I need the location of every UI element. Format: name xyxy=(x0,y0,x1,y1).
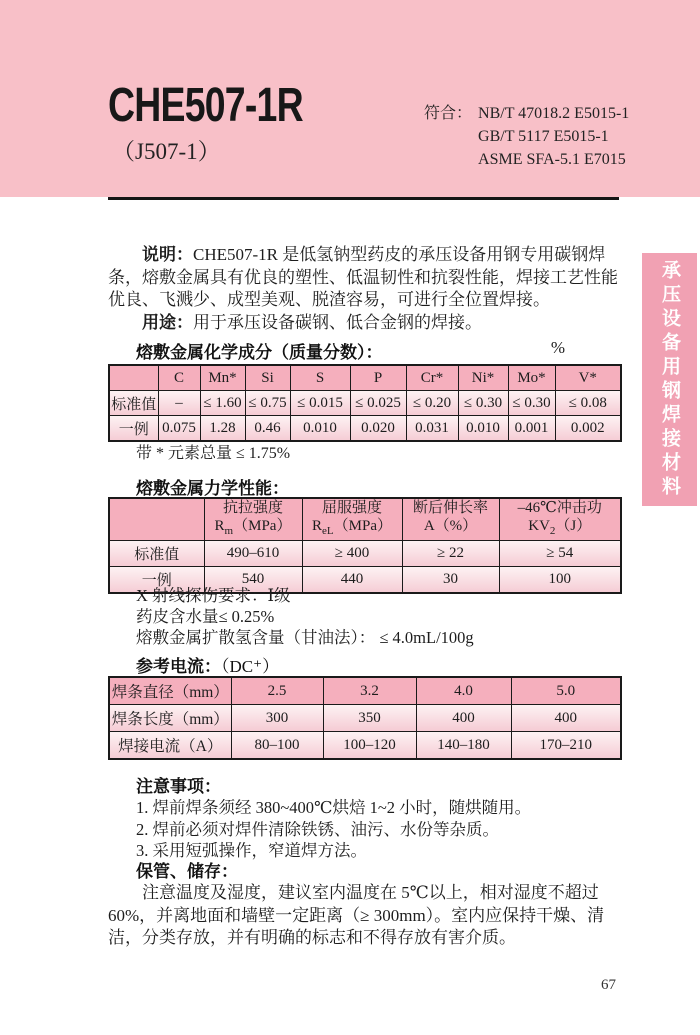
table-row xyxy=(109,391,621,416)
mechanical-col-header: 抗拉强度 $R_m(MPa)$ xyxy=(204,498,302,541)
cell: ≤ 0.30 xyxy=(508,391,555,416)
cell: 1.28 xyxy=(200,416,245,442)
current-section-title xyxy=(108,652,648,677)
cell: 0.031 xyxy=(406,416,458,442)
row-label: 标准值 xyxy=(109,391,158,416)
cell: ≤ 0.20 xyxy=(406,391,458,416)
cell: ≤ 0.30 xyxy=(458,391,508,416)
cell: ≤ 0.025 xyxy=(350,391,406,416)
chemical-section-title-row xyxy=(108,338,620,363)
mechanical-col-header: 屈服强度 $R_{eL}(MPa)$ xyxy=(302,498,402,541)
cell: 80–100 xyxy=(231,732,323,760)
cell: ≤ 1.60 xyxy=(200,391,245,416)
cell: 4.0 xyxy=(416,677,511,705)
mechanical-table xyxy=(108,497,622,594)
compliance-standard: ASME SFA-5.1 E7015 xyxy=(478,151,626,168)
chemical-note: 带 * 元素总量 ≤ 1.75% xyxy=(136,445,291,462)
chemical-col-header: S xyxy=(290,365,350,391)
requirements-block xyxy=(108,585,620,648)
row-label: 一例 xyxy=(109,567,204,594)
page-title: CHE507-1R xyxy=(108,79,303,132)
chemical-col-header: Si xyxy=(245,365,290,391)
cell: ≤ 0.75 xyxy=(245,391,290,416)
chemical-col-header: Cr* xyxy=(406,365,458,391)
cell: 2.5 xyxy=(231,677,323,705)
cell: ≤ 0.015 xyxy=(290,391,350,416)
header-band xyxy=(0,0,700,197)
note-item: 3. 采用短弧操作，窄道焊方法。 xyxy=(136,841,367,860)
notes-title: 注意事项： xyxy=(136,777,221,796)
chemical-unit: % xyxy=(550,338,565,357)
note-item: 1. 焊前焊条须经 380~400℃烘焙 1~2 小时，随烘随用。 xyxy=(136,798,532,817)
cell: 400 xyxy=(511,705,621,732)
chemical-col-header: C xyxy=(158,365,200,391)
row-label: 一例 xyxy=(109,416,158,442)
cell: 0.075 xyxy=(158,416,200,442)
table-row xyxy=(109,416,621,442)
current-title-text: 参考电流： xyxy=(136,657,221,676)
cell: 140–180 xyxy=(416,732,511,760)
compliance-standards xyxy=(478,102,629,171)
chemical-table-wrap xyxy=(108,364,620,442)
cell: 5.0 xyxy=(511,677,621,705)
cell: 0.010 xyxy=(458,416,508,442)
usage-label: 用途： xyxy=(142,312,193,332)
mechanical-header-row xyxy=(109,498,621,541)
description-label: 说明： xyxy=(142,245,193,264)
cell: 0.46 xyxy=(245,416,290,442)
cell: ≥ 54 xyxy=(499,541,621,567)
cell: 0.001 xyxy=(508,416,555,442)
chemical-col-header: V* xyxy=(555,365,621,391)
cell: 540 xyxy=(204,567,302,594)
compliance-label: 符合： xyxy=(424,105,473,122)
chemical-col-header: P xyxy=(350,365,406,391)
description-paragraph xyxy=(108,244,620,312)
coating-moisture: 药皮含水量≤ 0.25% xyxy=(136,607,275,626)
compliance-standard: GB/T 5117 E5015-1 xyxy=(478,128,609,145)
side-tab-label: 承压设备用钢焊接材料 xyxy=(659,259,680,500)
cell: 300 xyxy=(231,705,323,732)
cell: 30 xyxy=(402,567,499,594)
chemical-col-header: Mo* xyxy=(508,365,555,391)
cell: 0.002 xyxy=(555,416,621,442)
cell: 350 xyxy=(323,705,416,732)
description-block xyxy=(108,244,620,334)
mechanical-col-header xyxy=(109,498,204,541)
row-label: 标准值 xyxy=(109,541,204,567)
row-label: 焊条长度（mm） xyxy=(109,705,231,732)
cell: 100–120 xyxy=(323,732,416,760)
mechanical-col-header: –46℃冲击功 $KV_2(J)$ xyxy=(499,498,621,541)
table-row xyxy=(109,732,621,760)
xray-requirement: X 射线探伤要求：Ⅰ级 xyxy=(136,586,291,605)
chemical-col-header: Mn* xyxy=(200,365,245,391)
cell: ≥ 400 xyxy=(302,541,402,567)
row-label: 焊接电流（A） xyxy=(109,732,231,760)
mechanical-table-wrap xyxy=(108,497,620,594)
chemical-table xyxy=(108,364,622,442)
current-header-row xyxy=(109,677,621,705)
current-table xyxy=(108,676,622,760)
chemical-section-title: 熔敷金属化学成分（质量分数）： xyxy=(136,343,383,362)
current-polarity: （DC⁺） xyxy=(221,657,280,676)
cell: 0.020 xyxy=(350,416,406,442)
usage-text: 用于承压设备碳钢、低合金钢的焊接。 xyxy=(193,312,482,332)
cell: 3.2 xyxy=(323,677,416,705)
mechanical-col-header: 断后伸长率 A（%） xyxy=(402,498,499,541)
current-table-wrap xyxy=(108,676,620,760)
cell: ≥ 22 xyxy=(402,541,499,567)
mechanical-section-title: 熔敷金属力学性能： xyxy=(136,479,289,498)
section-side-tab xyxy=(642,253,697,506)
storage-title: 保管、储存： xyxy=(136,862,238,881)
table-row xyxy=(109,541,621,567)
storage-text: 注意温度及湿度，建议室内温度在 5℃以上，相对湿度不超过 60%，并离地面和墙壁一定距离（≥ 300mm）。室内应保持干燥、清洁，分类存放，并有明确的标志和不得存放有害介质。 xyxy=(108,883,605,947)
cell: 490–610 xyxy=(204,541,302,567)
compliance-standard: NB/T 47018.2 E5015-1 xyxy=(478,105,630,122)
notes-block xyxy=(108,772,620,862)
cell: 0.010 xyxy=(290,416,350,442)
compliance-block xyxy=(424,102,629,171)
cell: 440 xyxy=(302,567,402,594)
chemical-header-row xyxy=(109,365,621,391)
table-row xyxy=(109,705,621,732)
chemical-col-header xyxy=(109,365,158,391)
cell: 400 xyxy=(416,705,511,732)
diffusible-hydrogen: 熔敷金属扩散氢含量（甘油法）： ≤ 4.0mL/100g xyxy=(136,628,474,647)
product-alias: （J507-1） xyxy=(112,139,221,164)
description-text: CHE507-1R 是低氢钠型药皮的承压设备用钢专用碳钢焊条，熔敷金属具有优良的塑性、低温韧性和抗裂性能，焊接工艺性能优良、飞溅少、成型美观、脱渣容易，可进行全位置焊接。 xyxy=(108,245,618,309)
note-item: 2. 焊前必须对焊件清除铁锈、油污、水份等杂质。 xyxy=(136,819,499,839)
cell: – xyxy=(158,391,200,416)
cell: ≤ 0.08 xyxy=(555,391,621,416)
cell: 170–210 xyxy=(511,732,621,760)
row-label: 焊条直径（mm） xyxy=(109,677,231,705)
chemical-col-header: Ni* xyxy=(458,365,508,391)
usage-paragraph xyxy=(108,312,620,335)
storage-block xyxy=(108,857,620,950)
header-divider xyxy=(108,197,619,200)
page-number: 67 xyxy=(601,977,616,993)
cell: 100 xyxy=(499,567,621,594)
